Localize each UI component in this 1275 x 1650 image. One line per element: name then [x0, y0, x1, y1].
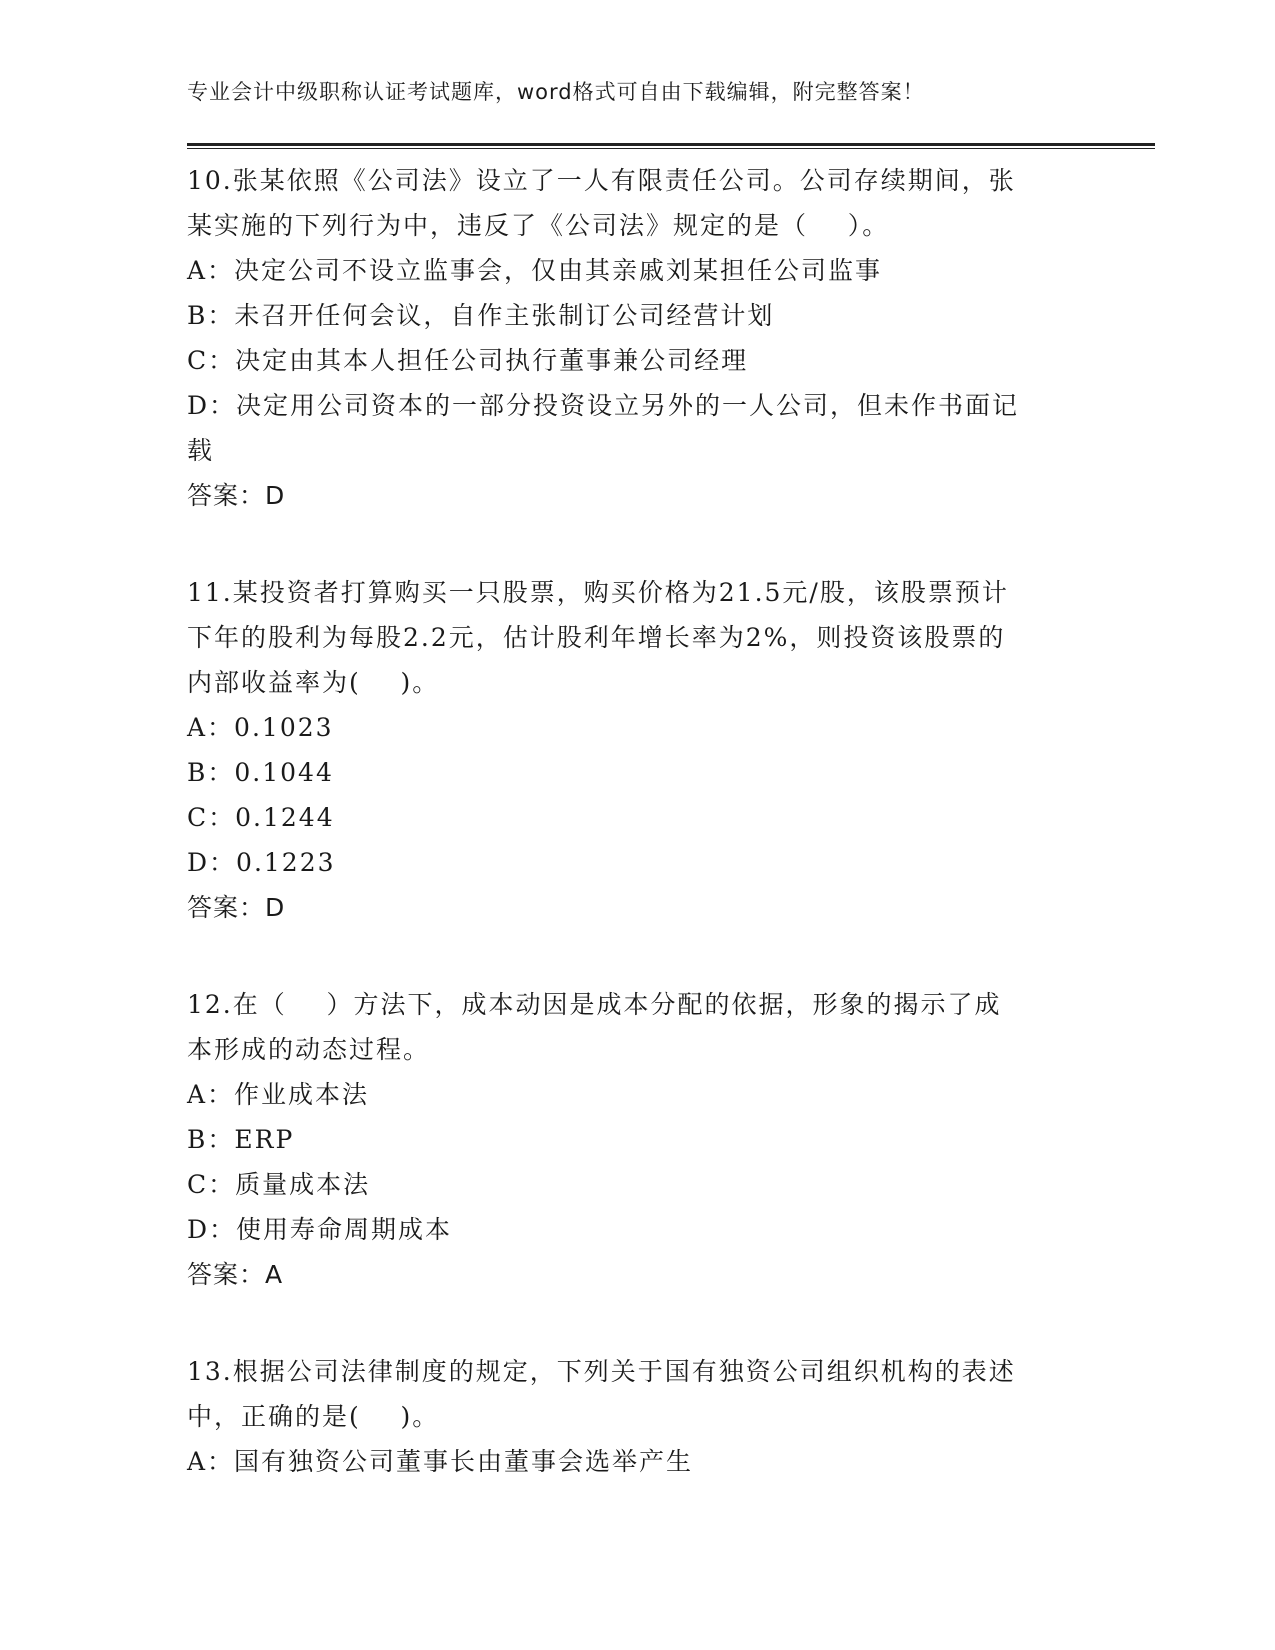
option-c: C：0.1244: [187, 803, 335, 832]
option-a: A：国有独资公司董事长由董事会选举产生: [187, 1447, 694, 1476]
question-stem-line: 本形成的动态过程。: [187, 1035, 431, 1064]
question-stem-line: 10.张某依照《公司法》设立了一人有限责任公司。公司存续期间，张: [187, 166, 1016, 195]
question-list: [187, 158, 1067, 1536]
question-11: [187, 570, 1067, 930]
option-b: B：未召开任何会议，自作主张制订公司经营计划: [187, 301, 775, 330]
question-stem-line: 中，正确的是( )。: [187, 1402, 440, 1431]
option-d: D：决定用公司资本的一部分投资设立另外的一人公司，但未作书面记: [187, 391, 1020, 420]
option-a: A：0.1023: [187, 713, 334, 742]
question-stem-line: 内部收益率为( )。: [187, 668, 440, 697]
option-d-continued: 载: [187, 436, 215, 465]
option-d: D：使用寿命周期成本: [187, 1215, 453, 1244]
question-12: [187, 982, 1067, 1297]
answer-label: 答案：D: [187, 893, 286, 922]
question-stem-line: 11.某投资者打算购买一只股票，购买价格为21.5元/股，该股票预计: [187, 578, 1009, 607]
question-stem-line: 13.根据公司法律制度的规定，下列关于国有独资公司组织机构的表述: [187, 1357, 1016, 1386]
question-stem-line: 下年的股利为每股2.2元，估计股利年增长率为2%，则投资该股票的: [187, 623, 1006, 652]
page-header: 专业会计中级职称认证考试题库，word格式可自由下载编辑，附完整答案！: [187, 80, 925, 104]
option-d: D：0.1223: [187, 848, 336, 877]
option-c: C：决定由其本人担任公司执行董事兼公司经理: [187, 346, 749, 375]
answer-label: 答案：D: [187, 481, 286, 510]
question-10: [187, 158, 1067, 518]
question-stem-line: 12.在（ ）方法下，成本动因是成本分配的依据，形象的揭示了成: [187, 990, 1002, 1019]
option-b: B：0.1044: [187, 758, 334, 787]
option-b: B：ERP: [187, 1125, 295, 1154]
question-13: [187, 1349, 1067, 1484]
option-c: C：质量成本法: [187, 1170, 371, 1199]
answer-label: 答案：A: [187, 1260, 284, 1289]
option-a: A：作业成本法: [187, 1080, 370, 1109]
question-stem-line: 某实施的下列行为中，违反了《公司法》规定的是（ ）。: [187, 211, 890, 240]
header-divider: [187, 143, 1155, 149]
option-a: A：决定公司不设立监事会，仅由其亲戚刘某担任公司监事: [187, 256, 883, 285]
